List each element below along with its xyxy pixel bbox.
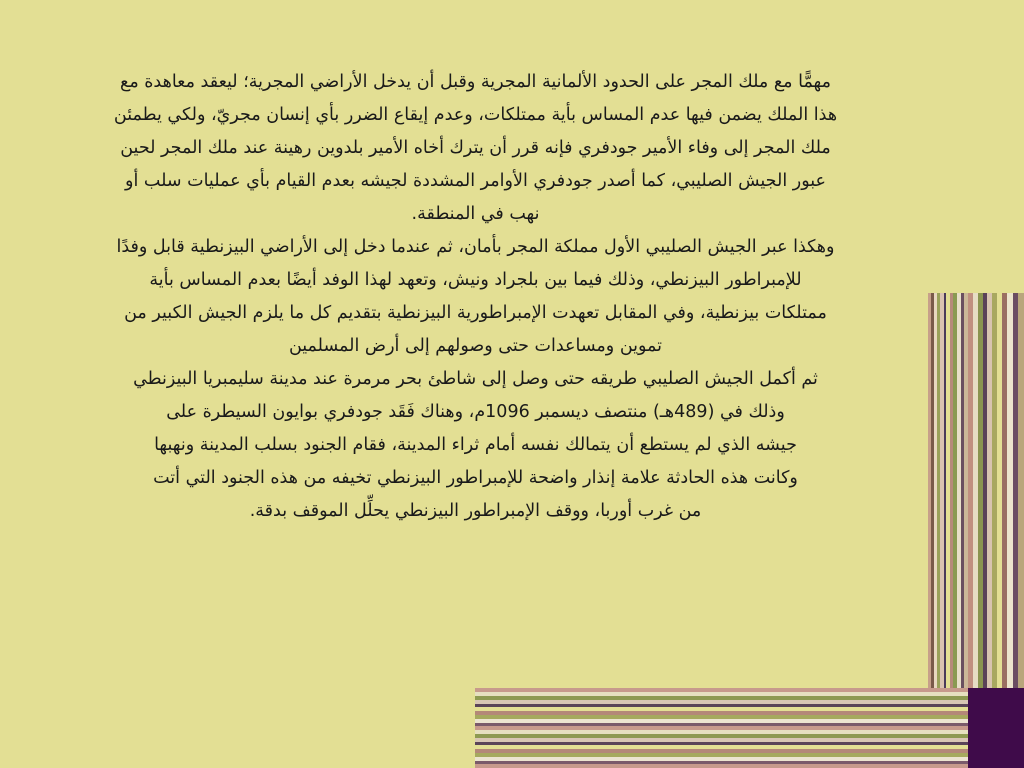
text-line: ممتلكات بيزنطية، وفي المقابل تعهدت الإمبراطورية البيزنطية بتقديم كل ما يلزم الجيش الكبير من (124, 303, 827, 323)
text-line: وذلك في (489هـ) منتصف ديسمبر 1096م، وهناك فَقَد جودفري بوايون السيطرة على (166, 402, 785, 422)
text-line: للإمبراطور البيزنطي، وذلك فيما بين بلجراد ونيش، وتعهد لهذا الوفد أيضًا بعدم المساس بأية (149, 270, 802, 290)
decorative-horizontal-stripes (475, 688, 968, 768)
paragraph-2 (8, 231, 943, 363)
text-line: نهب في المنطقة. (411, 204, 540, 224)
paragraph-3 (8, 363, 943, 528)
paragraph-1 (8, 66, 943, 231)
text-line: عبور الجيش الصليبي، كما أصدر جودفري الأوامر المشددة لجيشه بعدم القيام بأي عمليات سلب أو (125, 171, 826, 191)
text-line: ملك المجر إلى وفاء الأمير جودفري فإنه قرر أن يترك أخاه الأمير بلدوين رهينة عند ملك المجر لحين (120, 138, 831, 158)
text-line: جيشه الذي لم يستطع أن يتمالك نفسه أمام ثراء المدينة، فقام الجنود بسلب المدينة ونهبها (154, 435, 797, 455)
text-line: مهمًّا مع ملك المجر على الحدود الألمانية المجرية وقبل أن يدخل الأراضي المجرية؛ ليعقد معاهدة مع (120, 72, 831, 92)
text-line: تموين ومساعدات حتى وصولهم إلى أرض المسلمين (288, 336, 663, 356)
text-line: ثم أكمل الجيش الصليبي طريقه حتى وصل إلى شاطئ بحر مرمرة عند مدينة سليمبريا البيزنطي (133, 369, 818, 389)
text-line: وكانت هذه الحادثة علامة إنذار واضحة للإمبراطور البيزنطي تخيفه من هذه الجنود التي أتت (153, 468, 798, 488)
decorative-right-stripes (968, 293, 1024, 688)
decorative-corner-block (968, 688, 1024, 768)
text-line: هذا الملك يضمن فيها عدم المساس بأية ممتلكات، وعدم إيقاع الضرر بأي إنسان مجريّ، ولكي يطمئن (113, 105, 838, 125)
text-line: من غرب أوربا، ووقف الإمبراطور البيزنطي يحلِّل الموقف بدقة. (249, 501, 702, 521)
text-line: وهكذا عبر الجيش الصليبي الأول مملكة المجر بأمان، ثم عندما دخل إلى الأراضي البيزنطية قابل وفدًا (116, 237, 835, 257)
slide-body-text (8, 66, 943, 528)
